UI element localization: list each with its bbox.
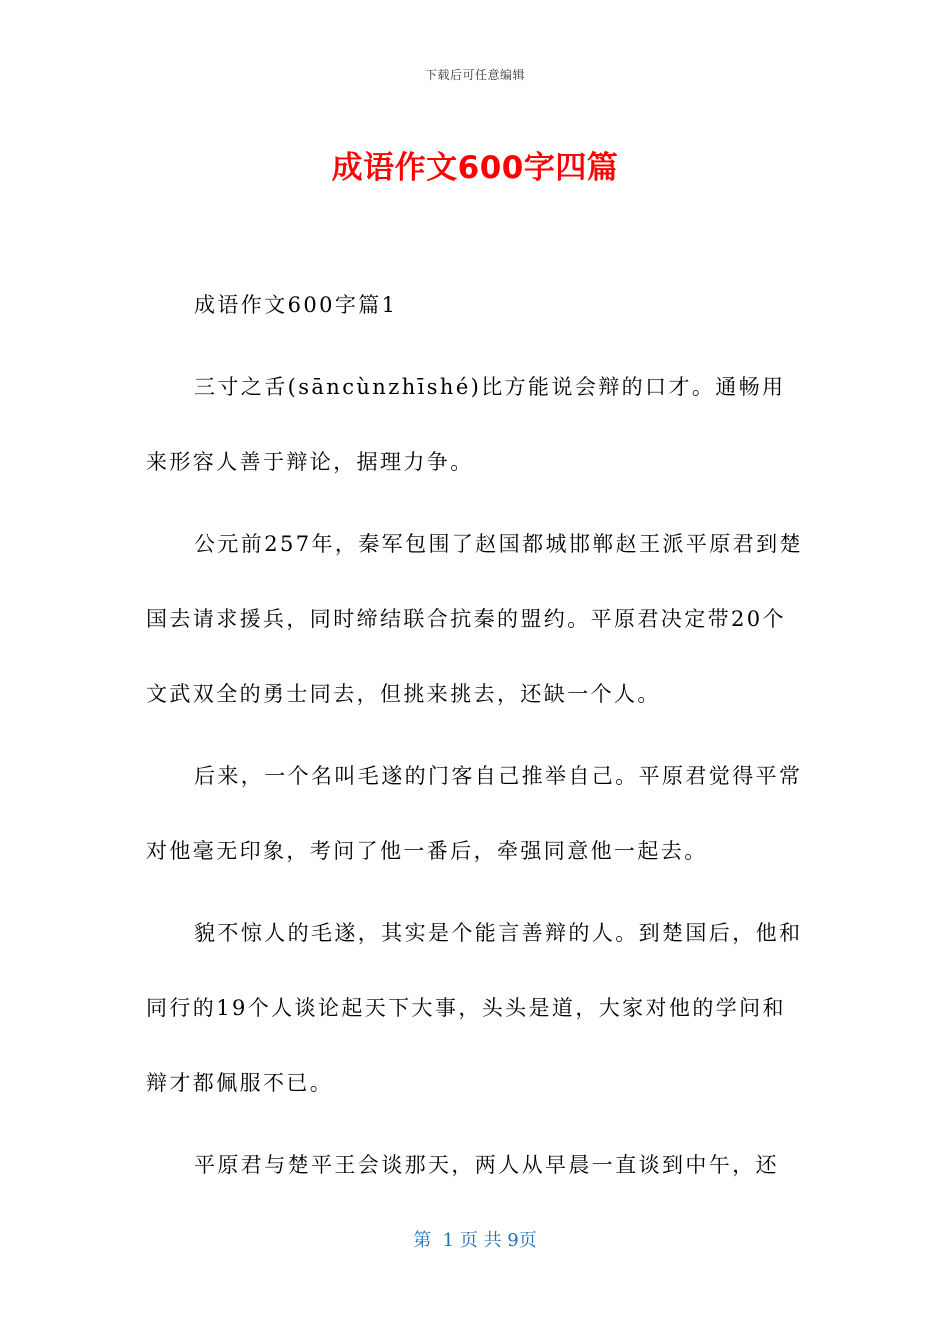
page-number-footer: 第 1 页 共 9页 [413,1230,537,1251]
paragraph: 公元前257年，秦军包围了赵国都城邯郸赵王派平原君到楚国去请求援兵，同时缔结联合抗秦的盟约。平原君决定带20个文武双全的勇士同去，但挑来挑去，还缺一个人。 [146,532,803,706]
paragraph: 后来，一个名叫毛遂的门客自己推举自己。平原君觉得平常对他毫无印象，考问了他一番后，牵强同意他一起去。 [146,764,803,863]
header-note: 下载后可任意编辑 [424,68,525,82]
paragraph: 平原君与楚平王会谈那天，两人从早晨一直谈到中午，还 [194,1153,779,1177]
document-title: 成语作文600字四篇 [331,150,619,186]
paragraph: 貌不惊人的毛遂，其实是个能言善辩的人。到楚国后，他和同行的19个人谈论起天下大事，头头是道，大家对他的学问和辩才都佩服不已。 [146,921,803,1095]
paragraph-heading: 成语作文600字篇1 [194,293,398,317]
document-body [146,268,806,1210]
paragraph: 三寸之舌(sāncùnzhīshé)比方能说会辩的口才。通畅用来形容人善于辩论，据理力争。 [146,375,786,474]
